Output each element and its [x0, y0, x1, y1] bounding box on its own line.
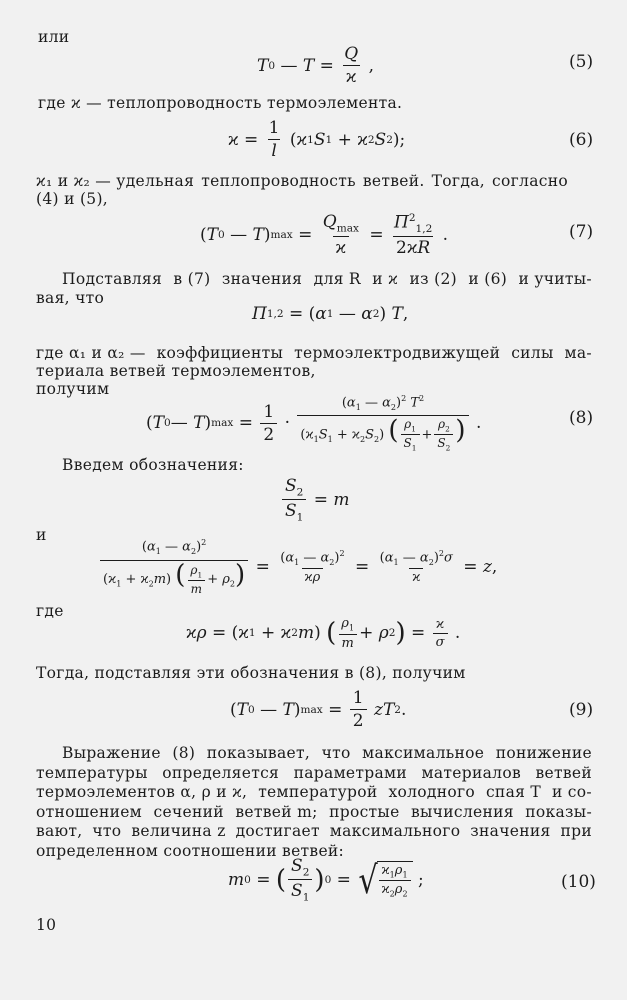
text-line-podstavlyaya: Подставляя в (7) значения для R и ϰ из (2) и (6) и учиты- — [62, 270, 592, 288]
text-line-materiala: териала ветвей термоэлементов, — [36, 362, 316, 380]
equation-number-5: (5) — [569, 52, 594, 72]
paragraph-line-2: температуры определяется параметрами материалов ветвей — [36, 764, 592, 782]
page-number: 10 — [36, 916, 57, 934]
text-line-udelnaya: ϰ₁ и ϰ₂ — удельная теплопроводность ветвей. Тогда, согласно — [36, 172, 568, 190]
text-line-koefficienty: где α₁ и α₂ — коэффициенты термоэлектродвижущей силы ма- — [36, 344, 592, 362]
equation-number-10: (10) — [561, 872, 596, 892]
text-line-kappa: где ϰ — теплопроводность термоэлемента. — [38, 94, 403, 112]
equation-peltier: Π 1,2 = ( α 1 — α 2 ) T , — [252, 304, 409, 324]
equation-9: ( T 0 — T ) max = 1 2 zT 2 . — [230, 688, 407, 731]
equation-8: ( T 0 — T ) max = 1 2 · ($\alpha_1$ — $\alpha_2)^2$ $T^2$ $(ϰ_1S_1 + ϰ_2S_2)$ ( $\frac{\rho_1}{S_1}$ + $\frac{\rho_2}{S_2}$ ) . — [146, 394, 482, 453]
equation-number-7: (7) — [569, 222, 594, 242]
equation-10: m 0 = ( $S_2$ $S_1$ ) 0 = √ $\frac{ϰ_1\rho_1}{ϰ_2\rho_2}$ ; — [228, 856, 424, 904]
paragraph-line-5: вают, что величина z достигает максимального значения при — [36, 822, 592, 840]
equation-number-6: (6) — [569, 130, 594, 150]
paragraph-line-3: термоэлементов α, ρ и ϰ, температурой холодного спая T и со- — [36, 783, 592, 801]
text-line-vaya: вая, что — [36, 289, 105, 307]
text-line-gde: где — [36, 602, 64, 620]
equation-number-9: (9) — [569, 700, 594, 720]
text-line-togda: Тогда, подставляя эти обозначения в (8), получим — [36, 664, 466, 682]
equation-6: ϰ = 1 l (ϰ 1 S 1 + ϰ 2 S 2 ); — [228, 118, 406, 161]
equation-5: T 0 — T = Q ϰ , — [257, 44, 375, 87]
equation-number-8: (8) — [569, 408, 594, 428]
text-line-vvedem: Введем обозначения: — [62, 456, 244, 474]
paragraph-line-1: Выражение (8) показывает, что максимальное понижение — [62, 744, 592, 762]
equation-figure-of-merit: ($\alpha_1$ — $\alpha_2)^2$ $(ϰ_1 + ϰ_2m)$ ( $\frac{\rho_1}{m}$ + $\rho_2$) = ($\alpha_1$ — $\alpha_2)^2$ ϰρ = ($\alpha_1$ — $\alpha_2)^2\sigma$ ϰ = z , — [98, 538, 497, 596]
text-line-poluchim: получим — [36, 380, 110, 398]
equation-7: ( T 0 — T ) max = $Q_{max}$ ϰ = $\Pi^2_{1,2}$ 2ϰR . — [200, 212, 449, 259]
paragraph-line-4: отношением сечений ветвей m; простые вычисления показы- — [36, 803, 592, 821]
equation-area-ratio: $S_2$ $S_1$ = m — [280, 476, 350, 524]
equation-kappa-rho: ϰ ρ = (ϰ 1 + ϰ 2 m ) ( $\rho_1$ m + ρ 2 ) = ϰ σ . — [186, 616, 461, 651]
text-line-ili: или — [38, 28, 70, 46]
text-line-i: и — [36, 526, 47, 544]
text-line-refs: (4) и (5), — [36, 190, 109, 208]
paragraph-line-6: определенном соотношении ветвей: — [36, 842, 345, 860]
